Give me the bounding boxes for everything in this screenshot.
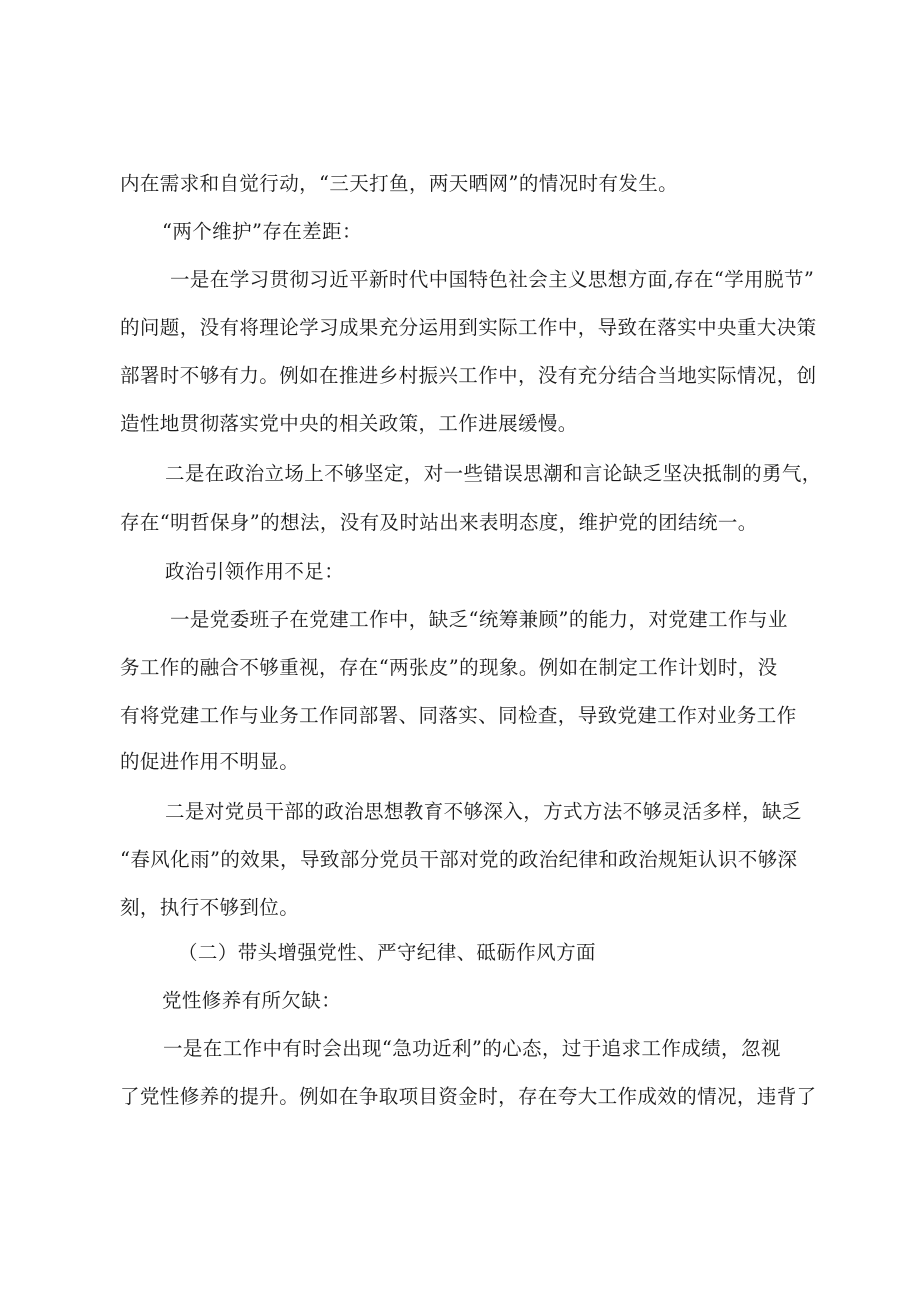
body-text-line: 有将党建工作与业务工作同部署、同落实、同检查，导致党建工作对业务工作	[120, 704, 797, 727]
body-text-line: 了党性修养的提升。例如在争取项目资金时，存在夸大工作成效的情况，违背了	[120, 1085, 817, 1108]
section-heading-two-maintenances: “两个维护”存在差距：	[162, 220, 362, 243]
body-text-line: 部署时不够有力。例如在推进乡村振兴工作中，没有充分结合当地实际情况，创	[120, 364, 817, 387]
body-text-line: 刻，执行不够到位。	[120, 896, 300, 919]
subsection-heading: （二）带头增强党性、严守纪律、砥砺作风方面	[178, 941, 596, 964]
body-text-line: 造性地贯彻落实党中央的相关政策，工作进展缓慢。	[120, 412, 578, 435]
body-text-line: 一是在学习贯彻习近平新时代中国特色社会主义思想方面,存在“学用脱节”	[170, 268, 815, 291]
body-text-line: 的促进作用不明显。	[120, 750, 300, 773]
body-text-line: “春风化雨”的效果，导致部分党员干部对党的政治纪律和政治规矩认识不够深	[120, 848, 798, 871]
body-text-line: 二是对党员干部的政治思想教育不够深入，方式方法不够灵活多样，缺乏	[165, 800, 802, 823]
body-text-line: 内在需求和自觉行动，“三天打鱼，两天晒网”的情况时有发生。	[120, 172, 679, 195]
body-text-line: 的问题，没有将理论学习成果充分运用到实际工作中，导致在落实中央重大决策	[120, 316, 817, 339]
section-heading-political-guidance: 政治引领作用不足：	[165, 560, 345, 583]
body-text-line: 二是在政治立场上不够坚定，对一些错误思潮和言论缺乏坚决抵制的勇气，	[165, 462, 822, 485]
body-text-line: 务工作的融合不够重视，存在“两张皮”的现象。例如在制定工作计划时，没	[120, 656, 778, 679]
body-text-line: 一是在工作中有时会出现“急功近利”的心态，过于追求工作成绩，忽视	[163, 1037, 781, 1060]
body-text-line: 存在“明哲保身”的想法，没有及时站出来表明态度，维护党的团结统一。	[120, 511, 758, 534]
body-text-line: 一是党委班子在党建工作中，缺乏“统筹兼顾”的能力，对党建工作与业	[170, 608, 788, 631]
section-heading-party-cultivation: 党性修养有所欠缺：	[162, 989, 342, 1012]
